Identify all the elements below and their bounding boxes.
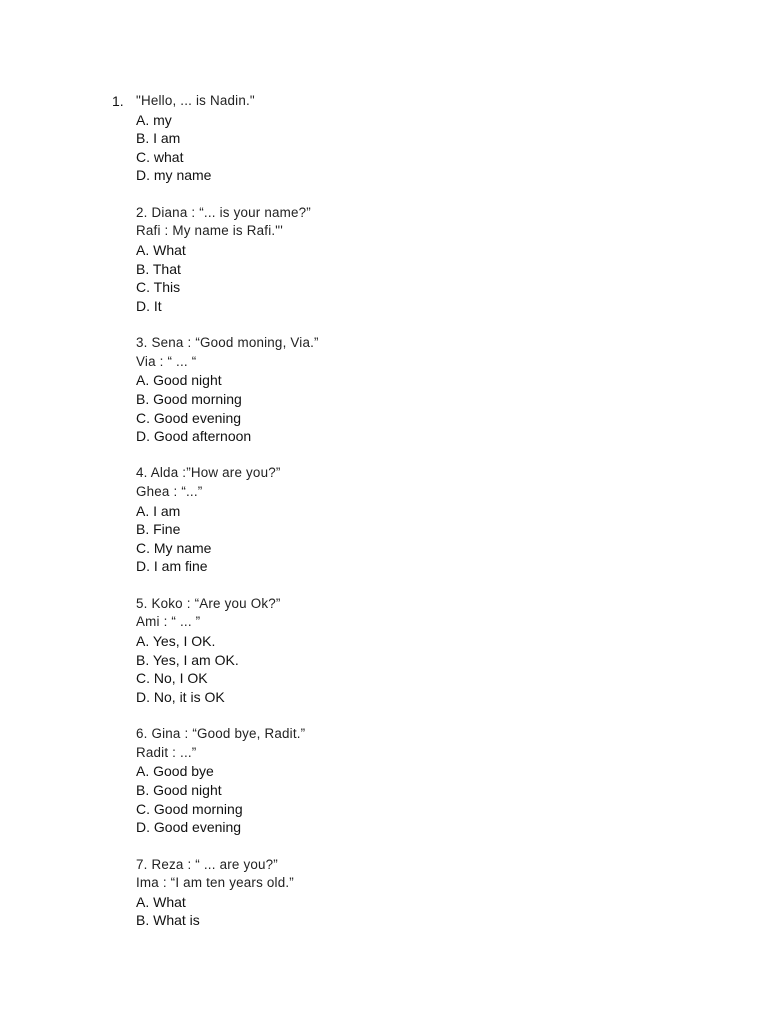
question-5-stem: 5. Koko : “Are you Ok?”: [136, 595, 281, 611]
question-6-option-b: B. Good night: [136, 781, 222, 798]
question-list: [136, 92, 716, 949]
question-6-option-d: D. Good evening: [136, 819, 242, 836]
question-1-stem: "Hello, ... is Nadin.": [136, 93, 255, 108]
question-6: [136, 725, 716, 837]
question-2-stem-reply: Rafi : My name is Rafi."': [136, 223, 283, 239]
question-7-stem: 7. Reza : “ ... are you?”: [136, 856, 278, 872]
question-4-option-b: B. Fine: [136, 521, 181, 538]
question-7-option-a: A. What: [136, 893, 186, 910]
question-4: [136, 464, 716, 576]
question-1-option-a: A. my: [136, 111, 172, 128]
question-4-option-c: C. My name: [136, 539, 212, 556]
question-4-option-d: D. I am fine: [136, 558, 208, 575]
question-6-stem: 6. Gina : “Good bye, Radit.”: [136, 726, 306, 742]
question-5-option-b: B. Yes, I am OK.: [136, 651, 239, 668]
question-3-option-a: A. Good night: [136, 372, 222, 389]
question-1-option-d: D. my name: [136, 167, 212, 184]
question-7-option-b: B. What is: [136, 912, 200, 929]
question-1: [136, 92, 716, 185]
question-1-number: 1.: [112, 93, 124, 109]
question-5-stem-reply: Ami : “ ... ”: [136, 614, 201, 630]
question-2-option-c: C. This: [136, 279, 181, 296]
question-2-option-a: A. What: [136, 241, 186, 258]
question-6-option-a: A. Good bye: [136, 763, 214, 780]
question-2-option-b: B. That: [136, 260, 181, 277]
question-3-option-d: D. Good afternoon: [136, 428, 252, 445]
question-5-option-d: D. No, it is OK: [136, 688, 225, 705]
question-5: [136, 595, 716, 707]
question-3: [136, 334, 716, 446]
question-2: [136, 204, 716, 316]
question-1-option-b: B. I am: [136, 130, 181, 147]
question-7: [136, 856, 716, 930]
question-5-option-c: C. No, I OK: [136, 670, 208, 687]
question-5-option-a: A. Yes, I OK.: [136, 633, 216, 650]
question-4-stem-reply: Ghea : “...”: [136, 484, 203, 500]
question-6-option-c: C. Good morning: [136, 800, 243, 817]
question-1-option-c: C. what: [136, 148, 184, 165]
question-6-stem-reply: Radit : ...”: [136, 744, 197, 760]
question-3-stem-reply: Via : “ ... “: [136, 353, 197, 369]
question-2-option-d: D. It: [136, 297, 162, 314]
question-7-stem-reply: Ima : “I am ten years old.”: [136, 875, 294, 891]
question-4-stem: 4. Alda :”How are you?”: [136, 465, 281, 481]
question-3-option-c: C. Good evening: [136, 409, 242, 426]
question-2-stem: 2. Diana : “... is your name?”: [136, 204, 311, 220]
question-3-stem: 3. Sena : “Good moning, Via.”: [136, 335, 319, 351]
question-3-option-b: B. Good morning: [136, 390, 242, 407]
question-4-option-a: A. I am: [136, 502, 181, 519]
